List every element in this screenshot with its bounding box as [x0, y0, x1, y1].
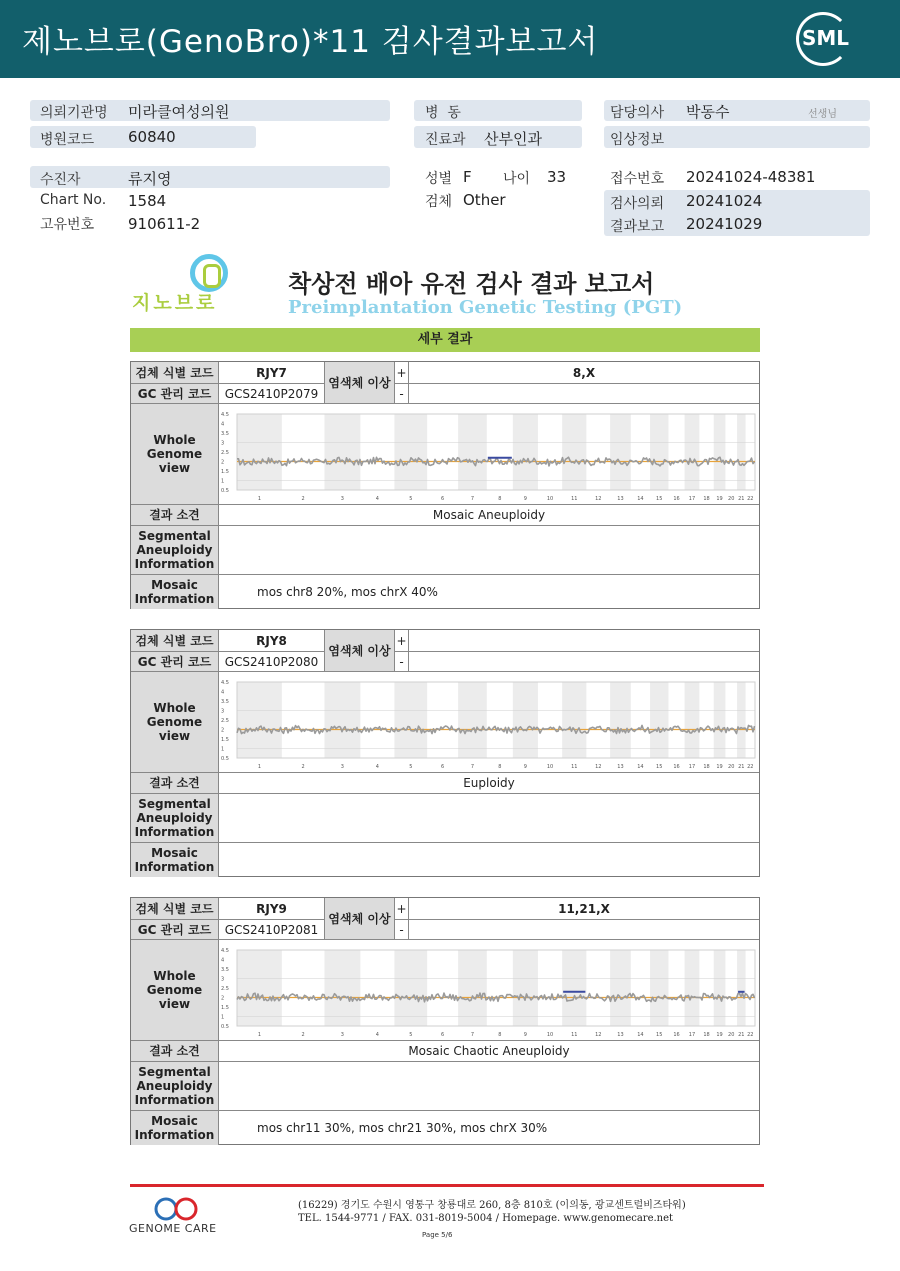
examinee-value: 류지영: [128, 170, 172, 188]
mosaic-label: Mosaic Information: [131, 843, 219, 877]
mosaic-label: Mosaic Information: [131, 575, 219, 609]
x-tick-label: 14: [637, 1032, 644, 1038]
whole-genome-chart: [219, 940, 759, 1040]
y-tick-label: 4.5: [221, 948, 229, 954]
x-tick-label: 4: [375, 764, 379, 770]
chromosome-band: [737, 950, 746, 1026]
x-tick-label: 4: [375, 1032, 379, 1038]
hospital-code-value: 60840: [128, 128, 176, 146]
x-tick-label: 7: [470, 1032, 475, 1038]
segmental-label: Segmental Aneuploidy Information: [131, 1062, 219, 1110]
request-label: 검사의뢰: [610, 196, 665, 212]
table-row: [131, 1110, 759, 1145]
genome-care-name: GENOME CARE: [129, 1222, 217, 1235]
genobro-logo: [132, 254, 252, 316]
y-tick-label: 4: [221, 689, 225, 696]
x-tick-label: 10: [546, 1032, 554, 1038]
result-value: Mosaic Aneuploidy: [432, 508, 546, 522]
y-tick-label: 1: [221, 746, 225, 753]
table-row: [131, 842, 759, 877]
institution-value: 미라클여성의원: [128, 103, 230, 121]
plus-value: 8,X: [572, 365, 596, 380]
chromosome-band: [458, 414, 487, 490]
chromosome-band: [562, 682, 586, 758]
x-tick-label: 14: [637, 496, 644, 502]
y-tick-label: 4: [221, 957, 225, 964]
x-tick-label: 12: [595, 764, 602, 770]
page-title: 제노브로(GenoBro)*11 검사결과보고서: [22, 24, 599, 60]
x-tick-label: 11: [571, 764, 578, 770]
info-bar: [30, 166, 390, 188]
table-row: [131, 671, 759, 772]
page-number: Page 5/6: [422, 1231, 453, 1239]
chromosome-band: [324, 950, 360, 1026]
chromosome-band: [737, 682, 746, 758]
chromosome-band: [513, 414, 538, 490]
x-tick-label: 16: [673, 764, 680, 770]
table-row: [131, 574, 759, 609]
gc-code-value: GCS2410P2080: [219, 652, 325, 671]
minus-value: [409, 384, 759, 403]
x-tick-label: 7: [470, 496, 475, 502]
gc-code-label: GC 관리 코드: [131, 920, 219, 939]
chromosome-band: [650, 950, 668, 1026]
x-tick-label: 12: [595, 496, 602, 502]
gc-code-label: GC 관리 코드: [131, 384, 219, 403]
x-tick-label: 17: [688, 1032, 696, 1038]
x-tick-label: 17: [688, 764, 696, 770]
table-row: [131, 383, 759, 403]
chromosome-band: [714, 950, 726, 1026]
y-tick-label: 0.5: [221, 756, 229, 762]
table-row: [131, 504, 759, 525]
x-tick-label: 22: [747, 1032, 754, 1038]
y-tick-label: 1.5: [221, 469, 229, 475]
specimen-code-value: RJY9: [219, 898, 325, 919]
doctor-label: 담당의사: [610, 105, 665, 121]
x-tick-label: 11: [571, 1032, 578, 1038]
chromosome-band: [737, 414, 746, 490]
chromosome-band: [562, 414, 586, 490]
chromosome-band: [714, 682, 726, 758]
x-tick-label: 9: [523, 1032, 527, 1038]
minus-label: -: [395, 652, 409, 671]
plot-frame: [237, 682, 755, 758]
x-tick-label: 13: [617, 496, 624, 502]
table-row: [131, 898, 759, 919]
x-tick-label: 5: [409, 496, 413, 502]
x-tick-label: 2: [301, 1032, 305, 1038]
gc-code-value: GCS2410P2081: [219, 920, 325, 939]
x-tick-label: 16: [673, 1032, 680, 1038]
x-tick-label: 11: [571, 496, 578, 502]
x-tick-label: 12: [595, 1032, 602, 1038]
x-tick-label: 20: [728, 496, 735, 502]
x-tick-label: 16: [673, 496, 680, 502]
x-tick-label: 18: [703, 496, 710, 502]
x-tick-label: 13: [617, 764, 624, 770]
y-tick-label: 2: [221, 459, 225, 466]
request-value: 20241024: [686, 192, 763, 210]
plus-value: [409, 630, 759, 651]
specimen-label: 검체: [425, 194, 453, 210]
address-line: (16229) 경기도 수원시 영통구 창룡대로 260, 8층 810호 (이의동, 광교센트럴비즈타워): [298, 1200, 686, 1211]
x-tick-label: 17: [688, 496, 696, 502]
table-row: [131, 630, 759, 651]
x-tick-label: 10: [546, 496, 554, 502]
result-value: Mosaic Chaotic Aneuploidy: [408, 1044, 570, 1058]
y-tick-label: 0.5: [221, 1024, 229, 1030]
x-tick-label: 15: [656, 496, 663, 502]
y-tick-label: 2.5: [221, 986, 229, 992]
x-tick-label: 1: [257, 1032, 262, 1038]
x-tick-label: 19: [716, 764, 723, 770]
x-tick-label: 3: [340, 1032, 344, 1038]
sample-table: [130, 361, 760, 609]
plus-label: +: [395, 630, 409, 651]
x-tick-label: 7: [470, 764, 475, 770]
chrom-abnormal-label: 염색체 이상: [325, 898, 395, 939]
whole-genome-label: Whole Genome view: [131, 404, 219, 504]
mosaic-value: [219, 843, 759, 877]
report-header: [0, 0, 900, 78]
chromosome-band: [685, 682, 700, 758]
chromosome-band: [394, 950, 427, 1026]
unique-value: 910611-2: [128, 215, 201, 233]
chromosome-band: [394, 414, 427, 490]
chromosome-band: [610, 682, 631, 758]
chromosome-band: [610, 414, 631, 490]
x-tick-label: 8: [498, 1032, 502, 1038]
x-tick-label: 8: [498, 496, 502, 502]
x-tick-label: 18: [703, 1032, 710, 1038]
chromosome-band: [513, 682, 538, 758]
y-tick-label: 4.5: [221, 412, 229, 418]
x-tick-label: 1: [257, 764, 262, 770]
y-tick-label: 2: [221, 727, 225, 734]
department-value: 산부인과: [484, 130, 542, 148]
x-tick-label: 20: [728, 1032, 735, 1038]
chart-value: 1584: [128, 192, 167, 210]
sex-value: F: [463, 168, 472, 186]
result-value: Euploidy: [463, 776, 515, 790]
sample-table: [130, 629, 760, 877]
chromosome-band: [685, 950, 700, 1026]
x-tick-label: 9: [523, 764, 527, 770]
chromosome-band: [714, 414, 726, 490]
x-tick-label: 3: [340, 496, 344, 502]
clinical-label: 임상정보: [610, 132, 665, 148]
x-tick-label: 6: [441, 764, 445, 770]
y-tick-label: 3.5: [221, 431, 229, 437]
x-tick-label: 21: [738, 764, 745, 770]
contact-line: TEL. 1544-9771 / FAX. 031-8019-5004 / Homepage. www.genomecare.net: [298, 1213, 674, 1224]
y-tick-label: 2: [221, 995, 225, 1002]
institution-label: 의뢰기관명: [40, 105, 108, 121]
table-row: [131, 919, 759, 939]
whole-genome-chart: [219, 404, 759, 504]
y-tick-label: 1.5: [221, 737, 229, 743]
specimen-code-label: 검체 식별 코드: [131, 362, 219, 383]
chromosome-band: [650, 414, 668, 490]
gc-code-value: GCS2410P2079: [219, 384, 325, 403]
x-tick-label: 10: [546, 764, 554, 770]
x-tick-label: 15: [656, 1032, 663, 1038]
x-tick-label: 1: [257, 496, 262, 502]
specimen-code-label: 검체 식별 코드: [131, 898, 219, 919]
footer-address: [298, 1199, 686, 1225]
y-tick-label: 3.5: [221, 967, 229, 973]
chrom-abnormal-label: 염색체 이상: [325, 362, 395, 403]
minus-label: -: [395, 920, 409, 939]
chromosome-band: [394, 682, 427, 758]
chromosome-band: [650, 682, 668, 758]
x-tick-label: 8: [498, 764, 502, 770]
y-tick-label: 4: [221, 421, 225, 428]
y-tick-label: 3: [221, 440, 225, 447]
segmental-value: [219, 526, 759, 574]
sml-logo-text: SML: [802, 26, 850, 50]
chromosome-band: [237, 682, 282, 758]
receipt-label: 접수번호: [610, 171, 665, 187]
hospital-code-label: 병원코드: [40, 132, 95, 148]
mosaic-value: mos chr11 30%, mos chr21 30%, mos chrX 30%: [257, 1121, 548, 1135]
whole-genome-chart: [219, 672, 759, 772]
chart-label: Chart No.: [40, 192, 107, 208]
doctor-value: 박동수: [686, 103, 730, 121]
x-tick-label: 5: [409, 764, 413, 770]
sample-table: [130, 897, 760, 1145]
x-tick-label: 18: [703, 764, 710, 770]
y-tick-label: 1: [221, 478, 225, 485]
chromosome-band: [324, 414, 360, 490]
x-tick-label: 13: [617, 1032, 624, 1038]
x-tick-label: 6: [441, 1032, 445, 1038]
x-tick-label: 2: [301, 764, 305, 770]
x-tick-label: 14: [637, 764, 644, 770]
table-row: [131, 362, 759, 383]
segmental-value: [219, 794, 759, 842]
chromosome-band: [458, 950, 487, 1026]
table-row: [131, 403, 759, 504]
chromosome-band: [237, 414, 282, 490]
segmental-label: Segmental Aneuploidy Information: [131, 794, 219, 842]
result-label: 결과 소견: [131, 1041, 219, 1061]
table-row: [131, 1040, 759, 1061]
y-tick-label: 2.5: [221, 450, 229, 456]
table-row: [131, 939, 759, 1040]
genome-care-logo-icon: [150, 1196, 204, 1222]
plus-label: +: [395, 898, 409, 919]
x-tick-label: 2: [301, 496, 305, 502]
report-title: 착상전 배아 유전 검사 결과 보고서: [288, 270, 655, 298]
x-tick-label: 20: [728, 764, 735, 770]
y-tick-label: 3.5: [221, 699, 229, 705]
plot-frame: [237, 950, 755, 1026]
unique-label: 고유번호: [40, 217, 95, 233]
sex-label: 성별: [425, 171, 453, 187]
y-tick-label: 3: [221, 976, 225, 983]
department-label: 진료과: [425, 132, 466, 148]
y-tick-label: 0.5: [221, 488, 229, 494]
specimen-value: Other: [463, 191, 506, 209]
segmental-value: [219, 1062, 759, 1110]
minus-label: -: [395, 384, 409, 403]
age-label: 나이: [503, 171, 531, 187]
section-header: 세부 결과: [130, 328, 760, 352]
minus-value: [409, 652, 759, 671]
receipt-value: 20241024-48381: [686, 168, 816, 186]
y-tick-label: 1.5: [221, 1005, 229, 1011]
chromosome-band: [562, 950, 586, 1026]
footer-divider: [130, 1184, 764, 1187]
x-tick-label: 9: [523, 496, 527, 502]
x-tick-label: 5: [409, 1032, 413, 1038]
x-tick-label: 22: [747, 764, 754, 770]
x-tick-label: 3: [340, 764, 344, 770]
table-row: [131, 793, 759, 842]
report-date-label: 결과보고: [610, 219, 665, 235]
y-tick-label: 2.5: [221, 718, 229, 724]
report-date-value: 20241029: [686, 215, 763, 233]
chromosome-band: [610, 950, 631, 1026]
x-tick-label: 21: [738, 496, 745, 502]
table-row: [131, 651, 759, 671]
result-label: 결과 소견: [131, 773, 219, 793]
y-tick-label: 1: [221, 1014, 225, 1021]
x-tick-label: 21: [738, 1032, 745, 1038]
whole-genome-label: Whole Genome view: [131, 672, 219, 772]
minus-value: [409, 920, 759, 939]
report-subtitle: Preimplantation Genetic Testing (PGT): [288, 297, 683, 318]
mosaic-label: Mosaic Information: [131, 1111, 219, 1145]
segmental-label: Segmental Aneuploidy Information: [131, 526, 219, 574]
table-row: [131, 1061, 759, 1110]
chromosome-band: [324, 682, 360, 758]
age-value: 33: [547, 168, 567, 186]
x-tick-label: 19: [716, 496, 723, 502]
ward-label: 병 동: [425, 105, 461, 121]
gc-code-label: GC 관리 코드: [131, 652, 219, 671]
x-tick-label: 19: [716, 1032, 723, 1038]
chromosome-band: [685, 414, 700, 490]
chrom-abnormal-label: 염색체 이상: [325, 630, 395, 671]
table-row: [131, 525, 759, 574]
result-label: 결과 소견: [131, 505, 219, 525]
dna-magnifier-icon: [190, 254, 228, 292]
mosaic-value: mos chr8 20%, mos chrX 40%: [257, 585, 438, 599]
plot-frame: [237, 414, 755, 490]
table-row: [131, 772, 759, 793]
whole-genome-label: Whole Genome view: [131, 940, 219, 1040]
x-tick-label: 4: [375, 496, 379, 502]
genobro-logo-text: 지노브로: [132, 292, 218, 314]
examinee-label: 수진자: [40, 172, 81, 188]
chromosome-band: [458, 682, 487, 758]
x-tick-label: 6: [441, 496, 445, 502]
y-tick-label: 4.5: [221, 680, 229, 686]
specimen-code-value: RJY7: [219, 362, 325, 383]
y-tick-label: 3: [221, 708, 225, 715]
x-tick-label: 15: [656, 764, 663, 770]
sml-logo: [796, 12, 854, 66]
specimen-code-label: 검체 식별 코드: [131, 630, 219, 651]
chromosome-band: [513, 950, 538, 1026]
plus-label: +: [395, 362, 409, 383]
doctor-suffix: 선생님: [808, 109, 837, 120]
specimen-code-value: RJY8: [219, 630, 325, 651]
plus-value: 11,21,X: [558, 901, 610, 916]
x-tick-label: 22: [747, 496, 754, 502]
chromosome-band: [237, 950, 282, 1026]
